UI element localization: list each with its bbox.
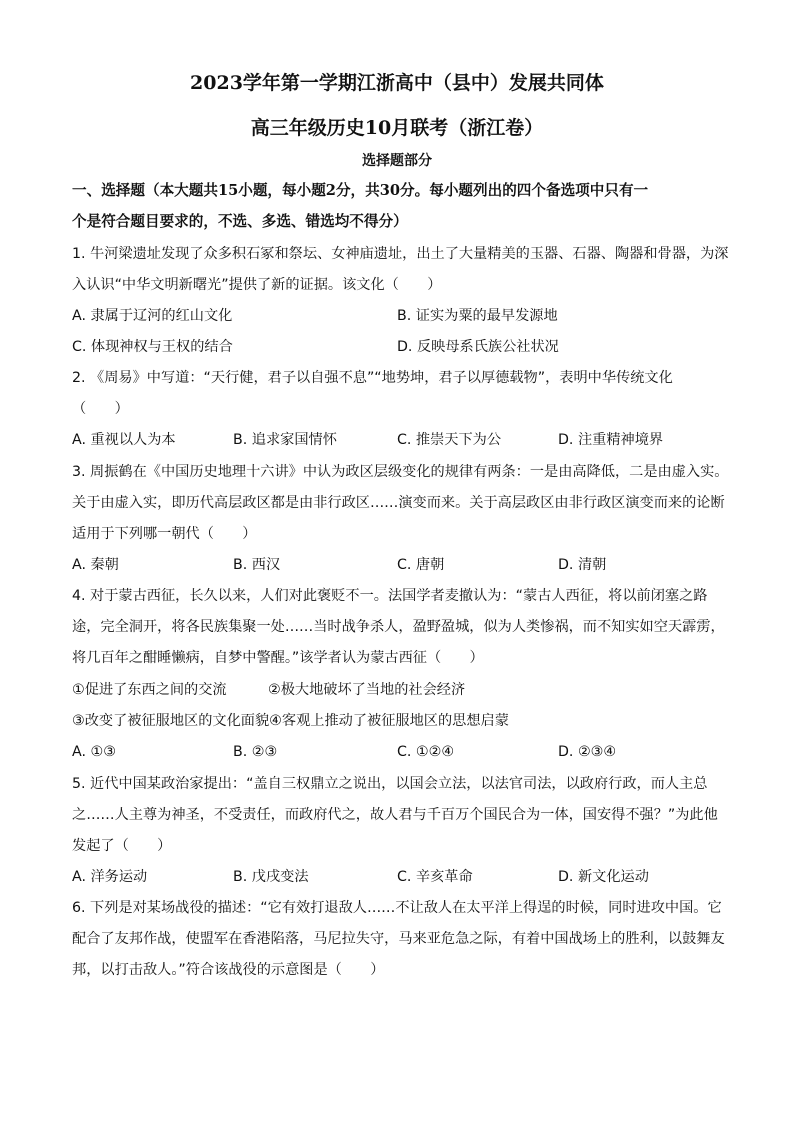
q1-option-c: C. 体现神权与王权的结合 <box>72 339 233 355</box>
q4-statement-2: ②极大地破坏了当地的社会经济 <box>268 682 466 698</box>
q4-stem-line3: 将几百年之酣睡懒病，自梦中警醒。”该学者认为蒙古西征（ ） <box>72 650 484 666</box>
q2-option-a: A. 重视以人为本 <box>72 432 176 448</box>
q1-option-d: D. 反映母系氏族公社状况 <box>397 339 559 355</box>
q5-option-d: D. 新文化运动 <box>558 869 649 885</box>
q5-stem-line3: 发起了（ ） <box>72 838 172 854</box>
q3-option-c: C. 唐朝 <box>397 557 445 573</box>
q3-option-b: B. 西汉 <box>233 557 281 573</box>
q2-option-b: B. 追求家国情怀 <box>233 432 337 448</box>
q1-option-a: A. 隶属于辽河的红山文化 <box>72 308 233 324</box>
q1-stem-line1: 1. 牛河梁遗址发现了众多积石冢和祭坛、女神庙遗址，出土了大量精美的玉器、石器、陶器和骨器，为深 <box>72 246 729 262</box>
q1-stem-line2: 入认识“中华文明新曙光”提供了新的证据。该文化（ ） <box>72 277 442 293</box>
q6-stem-line3: 邦，以打击敌人。”符合该战役的示意图是（ ） <box>72 962 385 978</box>
q5-stem-line1: 5. 近代中国某政治家提出：“盖自三权鼎立之说出，以国会立法，以法官司法，以政府行政，而人主总 <box>72 776 708 792</box>
q4-statement-3-4: ③改变了被征服地区的文化面貌④客观上推动了被征服地区的思想启蒙 <box>72 713 509 729</box>
q6-stem-line2: 配合了友邦作战，使盟军在香港陷落，马尼拉失守，马来亚危急之际，有着中国战场上的胜利，以鼓舞友 <box>72 931 725 947</box>
q3-option-d: D. 清朝 <box>558 557 607 573</box>
q1-option-b: B. 证实为粟的最早发源地 <box>397 308 558 324</box>
q2-option-c: C. 推崇天下为公 <box>397 432 502 448</box>
q5-option-a: A. 洋务运动 <box>72 869 148 885</box>
q3-stem-line1: 3. 周振鹤在《中国历史地理十六讲》中认为政区层级变化的规律有两条：一是由高降低，二是由虚入实。 <box>72 464 729 480</box>
q4-stem-line1: 4. 对于蒙古西征，长久以来，人们对此褒贬不一。法国学者麦撤认为：“蒙古人西征，将以前闭塞之路 <box>72 588 708 604</box>
q4-option-b: B. ②③ <box>233 744 278 760</box>
q5-stem-line2: 之……人主尊为神圣，不受责任，而政府代之，故人君与千百万个国民合为一体，国安得不强？”为此他 <box>72 807 718 823</box>
q3-stem-line3: 适用于下列哪一朝代（ ） <box>72 526 257 542</box>
q4-option-c: C. ①②④ <box>397 744 455 760</box>
section-heading: 选择题部分 <box>362 153 432 169</box>
exam-title-line1: 2023学年第一学期江浙高中（县中）发展共同体 <box>190 72 604 94</box>
q3-option-a: A. 秦朝 <box>72 557 119 573</box>
q3-stem-line2: 关于由虚入实，即历代高层政区都是由非行政区……演变而来。关于高层政区由非行政区演变而来的论断 <box>72 495 725 511</box>
q4-option-a: A. ①③ <box>72 744 116 760</box>
q2-stem-line2: （ ） <box>72 401 129 417</box>
q5-option-b: B. 戊戌变法 <box>233 869 309 885</box>
instructions-line1: 一、选择题（本大题共15小题，每小题2分，共30分。每小题列出的四个备选项中只有一 <box>72 182 649 199</box>
q4-stem-line2: 途，完全洞开，将各民族集聚一处……当时战争杀人，盈野盈城，似为人类惨祸，而不知实如空天霹雳， <box>72 619 725 635</box>
exam-title-line2: 高三年级历史10月联考（浙江卷） <box>250 117 544 139</box>
q6-stem-line1: 6. 下列是对某场战役的描述：“它有效打退敌人……不让敌人在太平洋上得逞的时候，同时进攻中国。它 <box>72 900 722 916</box>
q4-option-d: D. ②③④ <box>558 744 617 760</box>
q5-option-c: C. 辛亥革命 <box>397 869 473 885</box>
instructions-line2: 个是符合题目要求的，不选、多选、错选均不得分） <box>72 213 408 230</box>
q4-statement-1: ①促进了东西之间的交流 <box>72 682 227 698</box>
q2-stem-line1: 2. 《周易》中写道：“天行健，君子以自强不息”“地势坤，君子以厚德载物”，表明中华传统文化 <box>72 370 673 386</box>
q2-option-d: D. 注重精神境界 <box>558 432 664 448</box>
